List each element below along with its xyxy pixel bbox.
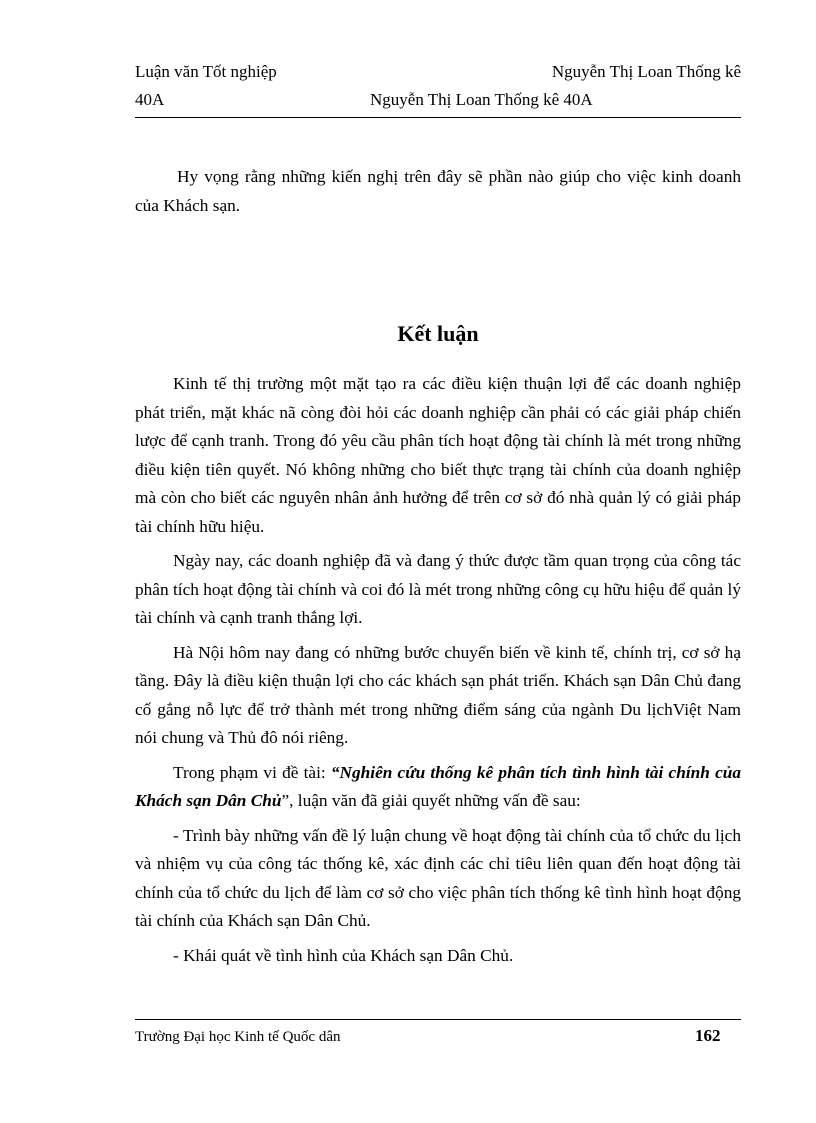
conclusion-paragraph-4: [135, 759, 741, 816]
conclusion-paragraph-2: Ngày nay, các doanh nghiệp đã và đang ý thức được tầm quan trọng của công tác phân tích hoạt động tài chính và coi đó là mét trong những công cụ hữu hiệu để quản lý tài chính và cạnh tranh thắng lợi.: [135, 551, 741, 627]
conclusion-paragraph-1: Kinh tế thị trường một mặt tạo ra các điều kiện thuận lợi để các doanh nghiệp phát triển, mặt khác nã còng đòi hỏi các doanh nghiệp cần phải có các giải pháp chiến lược để cạnh tranh. Trong đó yêu cầu phân tích hoạt động tài chính là mét trong những điều kiện tiên quyết. Nó không những cho biết thực trạng tài chính của doanh nghiệp mà còn cho biết các nguyên nhân ảnh hưởng để trên cơ sở đó nhà quản lý có giải pháp tài chính hữu hiệu.: [135, 374, 741, 536]
conclusion-paragraph-5: - Trình bày những vấn đề lý luận chung về hoạt động tài chính của tổ chức du lịch và nhiệm vụ của công tác thống kê, xác định các chỉ tiêu liên quan đến hoạt động tài chính của tổ chức du lịch để làm cơ sở cho việc phân tích thống kê tình hình hoạt động tài chính của Khách sạn Dân Chủ.: [135, 825, 741, 930]
footer-school: Trường Đại học Kinh tế Quốc dân: [135, 1029, 341, 1045]
conclusion-paragraph-3: Hà Nội hôm nay đang có những bước chuyển biến về kinh tế, chính trị, cơ sở hạ tầng. Đây là điều kiện thuận lợi cho các khách sạn phát triển. Khách sạn Dân Chủ đang cố gắng nỗ lực để trở thành mét trong những điểm sáng của ngành Du lịchViệt Nam nói chung và Thủ đô nói riêng.: [135, 642, 741, 747]
p4-prefix: Trong phạm vi đề tài:: [173, 762, 331, 782]
footer-divider: [135, 1019, 741, 1020]
intro-paragraph: Hy vọng rằng những kiến nghị trên đây sẽ phần nào giúp cho việc kinh doanh của Khách sạn.: [135, 167, 741, 215]
conclusion-paragraph-6: - Khái quát về tình hình của Khách sạn Dân Chủ.: [173, 945, 514, 965]
header-left-top: Luận văn Tốt nghiệp: [135, 62, 277, 81]
header-left-bottom: 40A: [135, 90, 165, 109]
page-number: 162: [695, 1026, 721, 1045]
page-header: [135, 58, 741, 114]
header-divider: [135, 117, 741, 118]
section-title: Kết luận: [397, 321, 479, 346]
header-center-bottom: Nguyễn Thị Loan Thống kê 40A: [370, 90, 593, 109]
thesis-title: “Nghiên cứu thống kê phân tích tình hình tài chính của Khách sạn Dân Chủ: [135, 762, 741, 810]
conclusion-section: [135, 370, 741, 976]
p4-suffix: ”, luận văn đã giải quyết những vấn đề sau:: [281, 791, 581, 810]
header-right-top: Nguyễn Thị Loan Thống kê: [551, 62, 741, 81]
